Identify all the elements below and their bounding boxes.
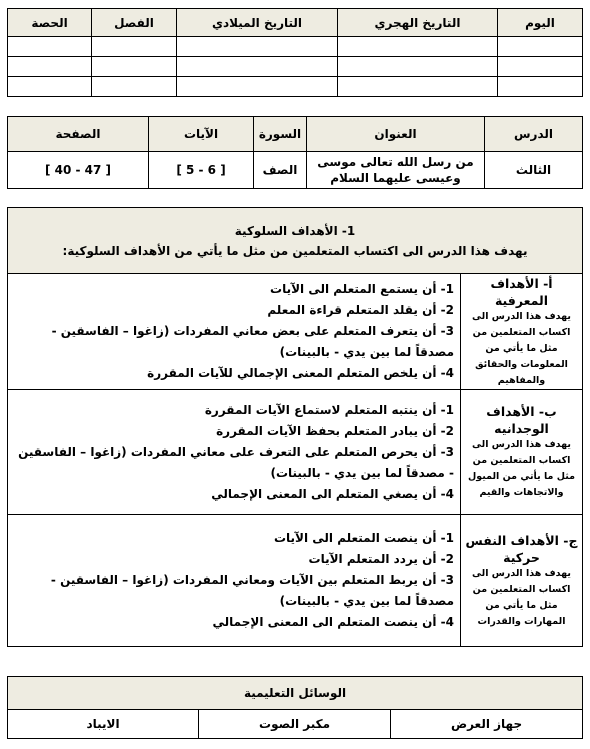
schedule-cell [177,57,338,77]
group-title: أ- الأهداف المعرفية [490,275,553,308]
lesson-verses: [ 5 - 6 ] [149,152,254,189]
objective-item: 1- أن ينتبه المتعلم لاستماع الآيات المقررة [204,402,454,417]
schedule-cell [338,57,498,77]
header-verses: الآيات [149,117,254,152]
header-gregorian-date: التاريخ الميلادي [177,9,338,37]
group-label-cell [461,274,583,390]
schedule-cell [498,37,583,57]
objectives-title: 1- الأهداف السلوكية [234,223,356,238]
schedule-cell [177,37,338,57]
objective-item: 1- أن ينصت المتعلم الى الآيات [273,531,454,545]
objective-group-cognitive [8,274,583,390]
schedule-table [7,8,583,97]
aid-item: الايباد [8,710,199,739]
lesson-number: الثالث [485,152,583,189]
aids-table [7,676,583,739]
aid-item: مكبر الصوت [199,710,391,739]
objectives-header-row [8,208,583,274]
schedule-row [8,77,583,97]
schedule-cell [92,77,177,97]
schedule-cell [177,77,338,97]
group-title: ج- الأهداف النفس حركية [465,532,578,565]
schedule-cell [338,77,498,97]
objective-item: 3- أن يتعرف المتعلم على بعض معاني المفردات (زاغوا – الفاسقين - مصدقاً لما بين يدي - بالبينات) [51,324,454,359]
objectives-subtitle: يهدف هذا الدرس الى اكتساب المتعلمين من مثل ما يأتي من الأهداف السلوكية: [62,243,528,258]
schedule-cell [8,37,92,57]
group-label-cell [461,390,583,515]
lesson-page: [ 40 - 47 ] [8,152,149,189]
schedule-cell [498,57,583,77]
objective-item: 2- أن يبادر المتعلم بحفظ الآيات المقررة [216,423,454,438]
header-lesson: الدرس [485,117,583,152]
objective-list [8,279,460,384]
lesson-title: من رسل الله تعالى موسى وعيسى عليهما السلام [307,152,485,189]
aid-item: جهاز العرض [391,710,583,739]
lesson-value-row [8,152,583,189]
objectives-header [8,208,583,274]
header-surah: السورة [254,117,307,152]
group-label-cell [461,515,583,647]
header-title: العنوان [307,117,485,152]
group-title: ب- الأهداف الوجدانيه [486,404,557,436]
objective-item: 1- أن يستمع المتعلم الى الآيات [270,282,454,296]
lesson-surah: الصف [254,152,307,189]
objective-group-affective [8,390,583,515]
header-day: اليوم [498,9,583,37]
group-items-cell [8,515,461,647]
lesson-header-row [8,117,583,152]
objective-item: 3- أن يحرص المتعلم على التعرف على معاني المفردات (زاغوا – الفاسقين - مصدقاً لما بين يدي - بالبينات) [18,444,454,480]
schedule-cell [92,57,177,77]
schedule-cell [498,77,583,97]
objectives-table [7,207,583,647]
objective-item: 3- أن يربط المتعلم بين الآيات ومعاني المفردات (زاغوا – الفاسقين - مصدقاً لما بين يدي - بالبينات) [50,573,454,608]
schedule-cell [8,57,92,77]
objective-list [8,400,460,505]
objective-item: 2- أن يقلد المتعلم قراءة المعلم [267,303,454,317]
header-page: الصفحة [8,117,149,152]
schedule-header-row [8,9,583,37]
schedule-row [8,37,583,57]
header-period: الحصة [8,9,92,37]
schedule-cell [338,37,498,57]
schedule-cell [8,77,92,97]
header-class: الفصل [92,9,177,37]
objective-item: 4- أن ينصت المتعلم الى المعنى الإجمالي [212,615,454,629]
objective-item: 2- أن يردد المتعلم الآيات [308,552,454,566]
schedule-row [8,57,583,77]
group-items-cell [8,390,461,515]
aids-row [8,710,583,739]
header-hijri-date: التاريخ الهجري [338,9,498,37]
lesson-table [7,116,583,189]
objective-item: 4- أن يصغي المتعلم الى المعنى الإجمالي [211,486,454,501]
objective-list [8,528,460,633]
objective-item: 4- أن يلخص المتعلم المعنى الإجمالي للآيات المقررة [147,366,454,380]
schedule-cell [92,37,177,57]
aids-header-row [8,677,583,710]
objective-group-psychomotor [8,515,583,647]
group-items-cell [8,274,461,390]
group-subtitle: يهدف هذا الدرس الى اكساب المتعلمين من مثل ما يأتي من الميول والاتجاهات والقيم [468,439,575,498]
group-subtitle: يهدف هذا الدرس الى اكساب المتعلمين من مثل ما يأتي من المعلومات والحقائق والمفاهيم [472,310,571,386]
group-subtitle: يهدف هذا الدرس الى اكساب المتعلمين من مثل ما يأتي من المهارات والقدرات [472,567,571,627]
aids-title: الوسائل التعليمية [8,677,583,710]
